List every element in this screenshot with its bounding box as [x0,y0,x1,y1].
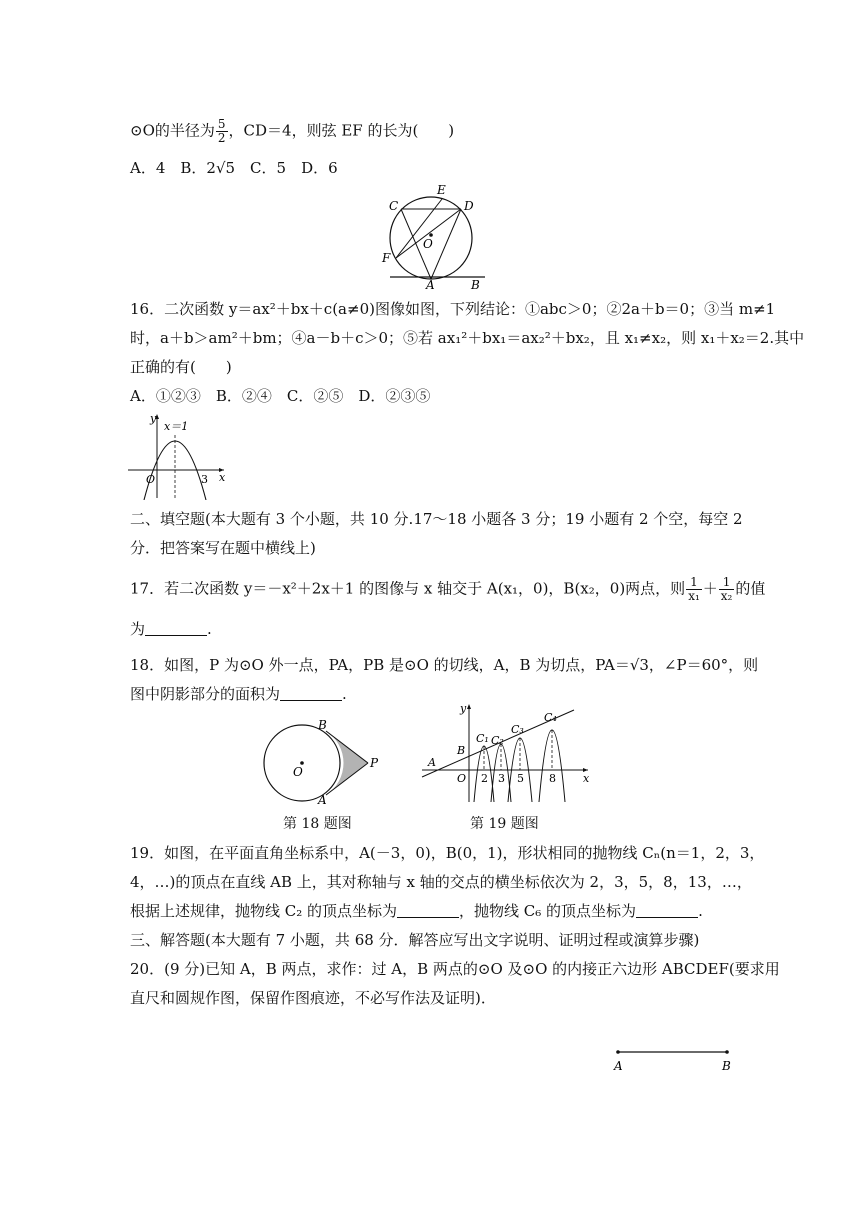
q20-label-a: A [614,1059,623,1073]
q15-label-a: A [426,278,435,290]
q19-label-a: A [428,756,436,769]
q17-answer-blank[interactable] [145,621,207,636]
q19-caption: 第 19 题图 [470,816,539,832]
q19-y-label: y [460,702,467,715]
q16-origin-label: O [146,473,156,486]
q19-label-c3: C₃ [511,723,524,736]
q15-frac-den: 2 [217,131,226,145]
q19-label-c4: C₄ [544,711,557,724]
q19-line2: 4，…)的顶点在直线 AB 上，其对称轴与 x 轴的交点的横坐标依次为 2，3，5，8，13，…， [130,873,752,891]
q18-line2: 图中阴影部分的面积为 . [130,685,347,703]
q19-tick-5: 5 [517,772,524,785]
q16-line1: 16．二次函数 y＝ax²＋bx＋c(a≠0)图像如图，下列结论：①abc＞0；②2a＋b＝0；③当 m≠1 [130,300,776,318]
q15-stem-b: ，CD＝4，则弦 EF 的长为( ) [228,121,455,140]
q20-segment-ab [610,1044,740,1076]
q19-line3a: 根据上述规律，抛物线 C₂ 的顶点坐标为 [130,902,398,920]
q18-answer-blank[interactable] [280,686,342,701]
q17-plus: ＋ [702,579,718,598]
q17-f1-num: 1 [686,576,702,590]
q17-f2-num: 1 [719,576,735,590]
q18-tangent-figure [262,716,388,808]
q19-answer-blank-2[interactable] [636,903,698,918]
q19-tick-3: 3 [498,772,505,785]
q20-line1: 20．(9 分)已知 A，B 两点，求作：过 A，B 两点的⊙O 及⊙O 的内接正六边形 ABCDEF(要求用 [130,960,780,978]
q19-line3 [130,900,703,922]
q15-label-o: O [423,237,433,251]
q16-line2: 时，a＋b＞am²＋bm；④a－b＋c＞0；⑤若 ax₁²＋bx₁＝ax₂²＋bx₂，且 x₁≠x₂，则 x₁＋x₂＝2.其中 [130,329,805,347]
q15-label-f: F [382,251,391,265]
section3-line1: 三、解答题(本大题有 7 小题，共 68 分．解答应写出文字说明、证明过程或演算步骤) [130,931,700,949]
q15-label-c: C [389,199,399,213]
q16-x-label: x [219,471,226,484]
q15-radius-fraction [216,118,228,145]
q18-line2-text: 图中阴影部分的面积为 [130,685,281,703]
q19-tick-8: 8 [549,772,556,785]
q17-f1-den: x₁ [688,589,700,603]
q15-options: A．4 B．2√5 C．5 D．6 [130,159,338,177]
q16-tick-label: 3 [201,473,208,486]
q18-caption: 第 18 题图 [283,816,352,832]
q19-label-o: O [457,772,467,785]
q19-label-c1: C₁ [476,732,489,745]
q17-line2-text: 为 [130,620,146,638]
q19-parabolas-figure [420,700,596,806]
q15-label-e: E [437,183,446,197]
section2-line1: 二、填空题(本大题有 3 个小题，共 10 分.17～18 小题各 3 分；19 小题有 2 个空，每空 2 [130,510,743,528]
q16-options: A．①②③ B．②④ C．②⑤ D．②③⑤ [130,387,431,405]
q18-label-a: A [318,793,327,807]
q18-label-b: B [318,718,327,732]
q17-fraction-1 [686,576,702,603]
q17-fraction-2 [719,576,735,603]
q20-point-b [725,1050,729,1054]
q19-line3c: . [698,902,703,920]
q17-stem: 17．若二次函数 y＝－x²＋2x＋1 的图像与 x 轴交于 A(x₁，0)，B(x₂，0)两点，则 [130,579,686,598]
q19-x-label: x [583,772,590,785]
q15-stem-a: ⊙O的半径为 [130,121,215,140]
q19-answer-blank-1[interactable] [397,903,459,918]
q16-y-label: y [150,412,157,425]
q17-stem-line [130,576,765,603]
q19-tick-2: 2 [481,772,488,785]
q19-y-arrow [467,704,471,709]
q19-label-b: B [457,744,466,757]
q15-circle-figure [370,182,490,290]
q17-f2-den: x₂ [720,589,733,603]
q19-label-c2: C₂ [491,734,504,747]
q15-label-b: B [471,278,480,290]
q17-tail: 的值 [735,579,766,598]
section2-line2: 分．把答案写在题中横线上) [130,539,316,557]
q18-label-o: O [293,765,303,779]
q17-line2: 为 . [130,620,212,638]
q19-line3b: ，抛物线 C₆ 的顶点坐标为 [459,902,637,920]
q16-sym-label: x＝1 [164,420,189,433]
q15-chord-da [431,209,461,279]
q19-line1: 19．如图，在平面直角坐标系中，A(－3，0)，B(0，1)，形状相同的抛物线 Cₙ(n＝1，2，3， [130,844,765,862]
q18-line1: 18．如图，P 为⊙O 外一点，PA，PB 是⊙O 的切线，A，B 为切点，PA＝√3，∠P＝60°，则 [130,656,759,674]
q16-line3: 正确的有( ) [130,358,232,376]
q15-frac-num: 5 [217,117,226,131]
q15-label-d: D [464,199,474,213]
q20-point-a [616,1050,620,1054]
q15-stem [130,118,454,145]
q20-label-b: B [722,1059,731,1073]
q18-label-p: P [370,756,379,770]
q20-line2: 直尺和圆规作图，保留作图痕迹，不必写作法及证明)． [130,989,496,1007]
q16-parabola-graph [126,408,230,500]
